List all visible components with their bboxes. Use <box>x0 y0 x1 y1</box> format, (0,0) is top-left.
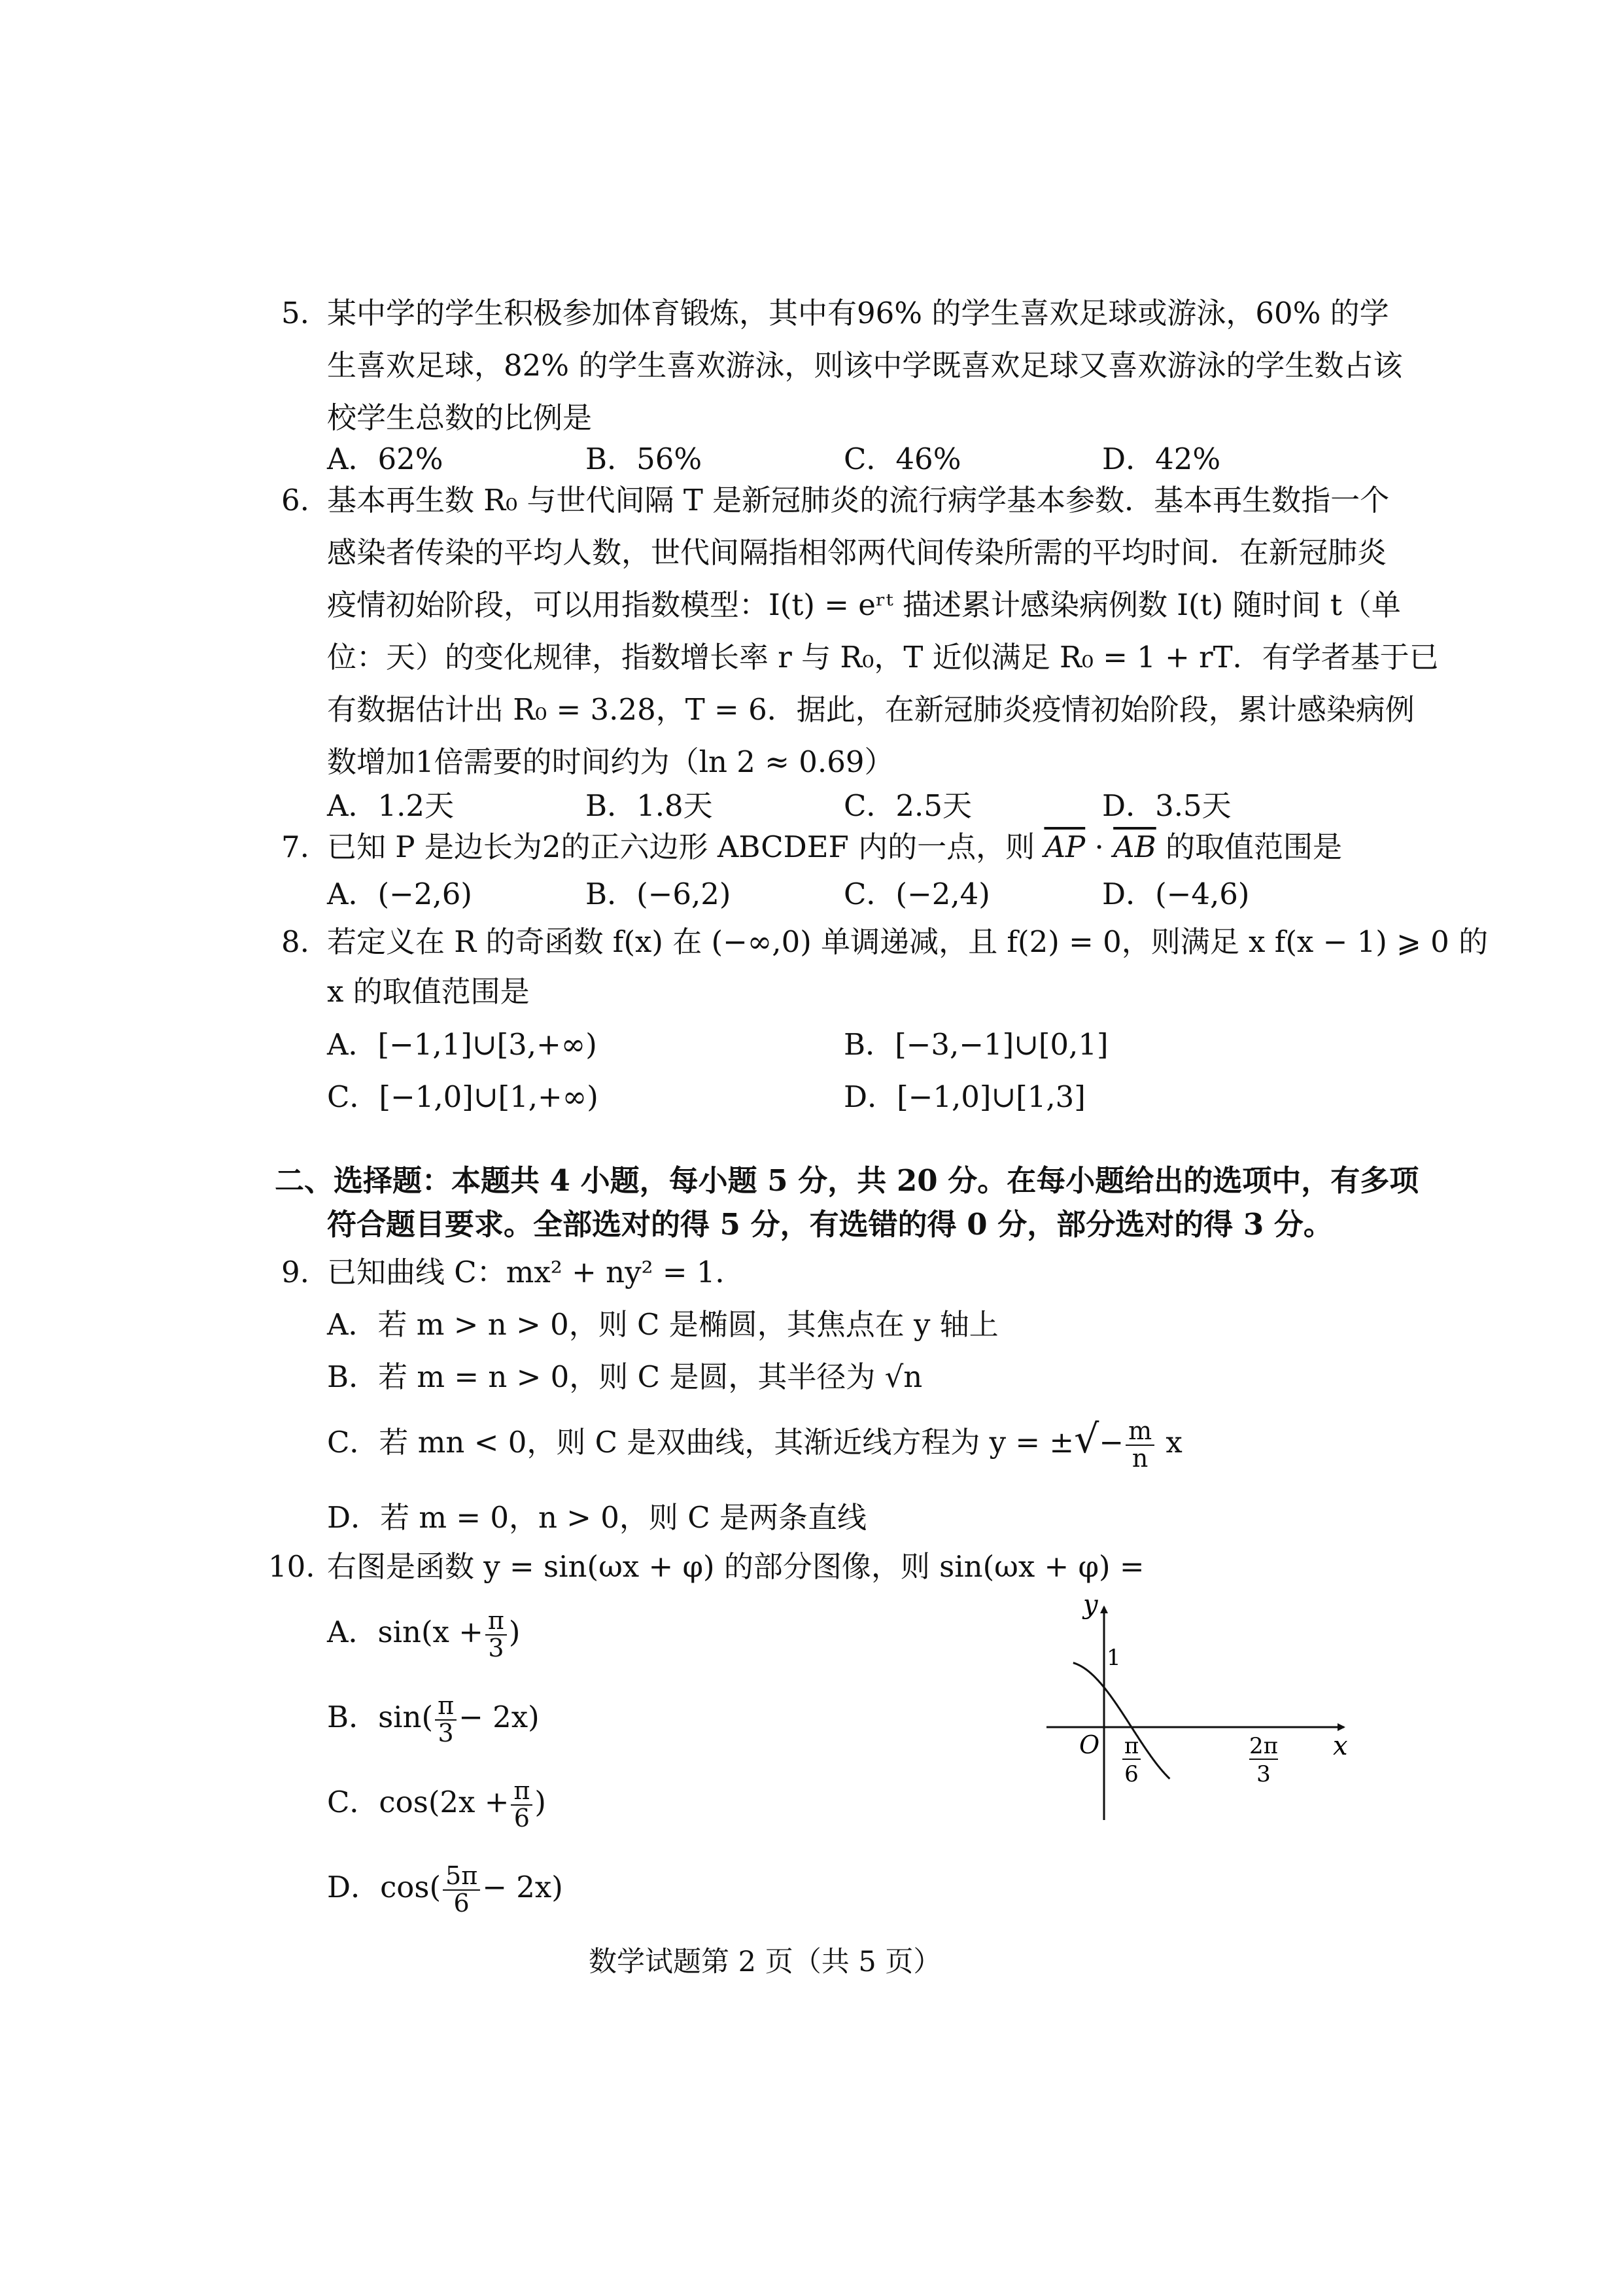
option-d <box>327 1861 563 1916</box>
question-text-line: 某中学的学生积极参加体育锻炼，其中有96% 的学生喜欢足球或游泳，60% 的学 <box>327 296 1389 330</box>
question-text-line: 有数据估计出 R₀ = 3.28，T = 6．据此，在新冠肺炎疫情初始阶段，累计感染病例 <box>327 692 1415 727</box>
fraction-numerator: π <box>511 1778 532 1806</box>
fraction <box>511 1778 532 1832</box>
question-text-line: x 的取值范围是 <box>327 974 530 1009</box>
question-text-line: 疫情初始阶段，可以用指数模型：I(t) = eʳᵗ 描述累计感染病例数 I(t) 随时间 t（单 <box>327 587 1401 622</box>
minus-sign: − <box>1099 1425 1124 1460</box>
fraction <box>1126 1418 1154 1472</box>
fraction-denominator: 6 <box>513 1803 530 1832</box>
option-text: − 2x) <box>482 1870 563 1904</box>
question-text-line: 位：天）的变化规律，指数增长率 r 与 R₀，T 近似满足 R₀ = 1 + rT．有学者基于已 <box>327 640 1439 674</box>
option-b: B．56% <box>585 442 702 476</box>
option-c: C．[−1,0]∪[1,+∞) <box>327 1079 598 1114</box>
fraction-denominator: 3 <box>438 1718 454 1747</box>
question-text: 已知 P 是边长为2的正六边形 ABCDEF 内的一点，则 <box>327 830 1035 864</box>
option-d: D．42% <box>1102 442 1221 476</box>
option-text: C．cos(2x + <box>327 1785 510 1819</box>
origin-label: O <box>1079 1730 1100 1759</box>
option-b: B．[−3,−1]∪[0,1] <box>844 1027 1109 1062</box>
x-tick-label-pi-6-num: π <box>1124 1733 1139 1759</box>
option-b <box>327 1691 540 1746</box>
fraction <box>485 1605 507 1662</box>
x-axis-label: x <box>1333 1731 1348 1761</box>
option-c <box>327 1413 1183 1471</box>
question-number: 6. <box>281 483 309 517</box>
vector-ap: $\overline{AP}$ <box>1044 830 1086 864</box>
question-text-line: 生喜欢足球，82% 的学生喜欢游泳，则该中学既喜欢足球又喜欢游泳的学生数占该 <box>327 348 1403 383</box>
section-heading-line: 符合题目要求。全部选对的得 5 分，有选错的得 0 分，部分选对的得 3 分。 <box>327 1207 1333 1242</box>
x-tick-label-pi-6-den: 6 <box>1124 1761 1139 1787</box>
x-tick-label-2pi-3-den: 3 <box>1256 1761 1271 1787</box>
fraction-denominator: 6 <box>453 1888 470 1918</box>
option-c: C．(−2,4) <box>844 877 990 911</box>
options-row <box>327 782 1373 821</box>
question-text-line: 右图是函数 y = sin(ωx + φ) 的部分图像，则 sin(ωx + φ) = <box>327 1549 1145 1584</box>
question-number: 9. <box>281 1255 309 1289</box>
question-text-line: 已知曲线 C：mx² + ny² = 1． <box>327 1255 745 1289</box>
question-number: 10. <box>268 1549 315 1584</box>
fraction-denominator: 3 <box>488 1633 504 1662</box>
y-tick-label: 1 <box>1107 1645 1121 1671</box>
option-c: C．46% <box>844 442 961 476</box>
fraction-numerator: 5π <box>443 1863 480 1891</box>
option-text: ) <box>534 1785 546 1819</box>
vector-ab: $\overline{AB}$ <box>1113 830 1156 864</box>
page-footer: 数学试题第 2 页（共 5 页） <box>589 1946 942 1978</box>
fraction-numerator: m <box>1126 1418 1154 1446</box>
fraction-denominator: n <box>1132 1443 1149 1473</box>
question-text: 的取值范围是 <box>1166 830 1343 864</box>
x-tick-label-2pi-3-num: 2π <box>1249 1733 1278 1759</box>
y-axis-label: y <box>1083 1590 1098 1620</box>
option-b: B．若 m = n > 0，则 C 是圆，其半径为 √n <box>327 1359 923 1394</box>
section-heading-line: 二、选择题：本题共 4 小题，每小题 5 分，共 20 分。在每小题给出的选项中，有多项 <box>275 1163 1419 1198</box>
question-text-line: 数增加1倍需要的时间约为（ln 2 ≈ 0.69） <box>327 745 894 779</box>
options-row <box>327 435 1373 474</box>
option-text: ) <box>508 1615 521 1649</box>
question-number: 8. <box>281 924 309 959</box>
question-text-line: 校学生总数的比例是 <box>327 400 593 435</box>
option-a: A．(−2,6) <box>327 877 472 911</box>
option-text: A．sin(x + <box>327 1615 483 1649</box>
question-number: 5. <box>281 296 309 330</box>
options-row <box>327 1021 1373 1060</box>
option-c-text: C．若 mn < 0，则 C 是双曲线，其渐近线方程为 y = ± <box>327 1425 1075 1460</box>
option-a <box>327 1606 520 1661</box>
option-c-text: x <box>1156 1425 1183 1460</box>
fraction <box>435 1693 457 1747</box>
sqrt-symbol: √ <box>1074 1416 1099 1462</box>
option-b: B．(−6,2) <box>585 877 731 911</box>
options-row <box>327 870 1373 909</box>
option-a: A．若 m > n > 0，则 C 是椭圆，其焦点在 y 轴上 <box>327 1307 999 1342</box>
fraction <box>443 1863 480 1917</box>
question-text-line <box>327 821 1342 873</box>
option-d: D．3.5天 <box>1102 788 1232 823</box>
option-text: D．cos( <box>327 1870 441 1904</box>
option-a: A．1.2天 <box>327 788 455 823</box>
option-c <box>327 1776 546 1831</box>
options-row <box>327 1073 1373 1112</box>
option-d: D．[−1,0]∪[1,3] <box>844 1079 1086 1114</box>
option-c: C．2.5天 <box>844 788 972 823</box>
option-d: D．(−4,6) <box>1102 877 1250 911</box>
sine-curve <box>1073 1663 1170 1779</box>
sine-graph <box>1040 1590 1367 1832</box>
fraction-numerator: π <box>485 1608 507 1636</box>
option-b: B．1.8天 <box>585 788 713 823</box>
dot-operator: · <box>1085 830 1114 864</box>
option-a: A．62% <box>327 442 443 476</box>
option-d: D．若 m = 0，n > 0，则 C 是两条直线 <box>327 1500 867 1535</box>
question-number: 7. <box>281 830 309 864</box>
option-a: A．[−1,1]∪[3,+∞) <box>327 1027 597 1062</box>
option-text: − 2x) <box>458 1700 540 1734</box>
question-text-line: 感染者传染的平均人数，世代间隔指相邻两代间传染所需的平均时间．在新冠肺炎 <box>327 535 1387 570</box>
question-text-line: 若定义在 R 的奇函数 f(x) 在 (−∞,0) 单调递减，且 f(2) = 0，则满足 x f(x − 1) ⩾ 0 的 <box>327 924 1489 959</box>
option-text: B．sin( <box>327 1700 434 1734</box>
question-text-line: 基本再生数 R₀ 与世代间隔 T 是新冠肺炎的流行病学基本参数．基本再生数指一个 <box>327 483 1390 517</box>
fraction-numerator: π <box>435 1693 457 1721</box>
